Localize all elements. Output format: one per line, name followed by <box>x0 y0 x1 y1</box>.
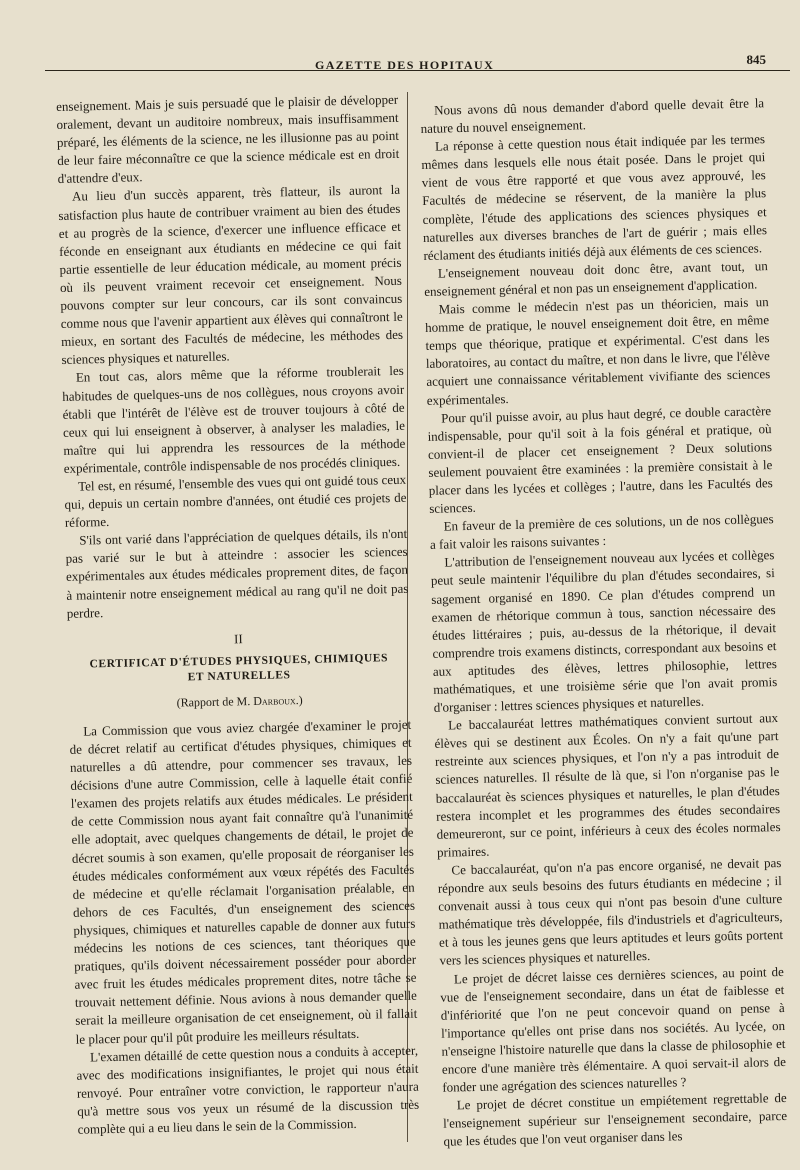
paragraph: Au lieu d'un succès apparent, très flatteur, ils auront la satisfaction plus haute de contribuer vraiment au bien des études et au progrès de la science, d'exercer une influence efficace et féconde en enseignant aux étudiants en médecine ce qui fait partie essentielle de leur éducation médicale, au moment précis où ils peuvent vraiment recevoir cet enseignement. Nous pouvons compter sur leur concours, car ils sont convaincus comme nous que l'avenir appartient aux élèves qui connaîtront le mieux, en sortant des Facultés de médecine, les méthodes des sciences physiques et naturelles. <box>58 182 404 368</box>
paragraph: L'enseignement nouveau doit donc être, avant tout, un enseignement général et non pas un enseignement d'application. <box>424 257 768 299</box>
paragraph: Pour qu'il puisse avoir, au plus haut degré, ce double caractère indispensable, pour qu'il soit à la fois général et pratique, où convient-il de placer cet enseignement ? Deux solutions seulement pouvaient être examinées : la première consistait à le placer dans les lycées et collèges ; l'autre, dans les Facultés des sciences. <box>427 402 773 516</box>
paragraph: Tel est, en résumé, l'ensemble des vues qui ont guidé tous ceux qui, depuis un certain nombre d'années, ont étudié ces projets de réforme. <box>64 471 407 531</box>
paragraph: Le projet de décret constitue un empiétement regrettable de l'enseignement supérieur sur l'enseignement secondaire, parce que les études que l'on veut organiser dans les <box>443 1090 788 1150</box>
paragraph: La Commission que vous aviez chargée d'examiner le projet de décret relatif au certificat d'études physiques, chimiques et naturelles a dû attendre, pour commencer ses travaux, les décisions d'une autre Commission, celle à laquelle était confié l'examen des projets relatifs aux études médicales. Le président de cette Commission nous ayant fait connaître qu'à l'unanimité elle adoptait, avec quelques changements de détail, le projet de décret soumis à son examen, qu'elle proposait de réorganiser les études médicales conformément aux vœux répétés des Facultés de médecine et qu'elle réclamait l'organisation préalable, en dehors de ces Facultés, d'un enseignement des sciences physiques, chimiques et naturelles capable de donner aux futurs médecins les notions de ces sciences, tant théoriques que pratiques, qu'ils doivent nécessairement posséder pour aborder avec fruit les études médicales proprement dites, notre tâche se trouvait nettement définie. Nous avions à nous demander quelle serait la meilleure organisation de cet enseignement, où il fallait le placer pour qu'il pût produire les meilleurs résultats. <box>69 716 418 1047</box>
paragraph: Ce baccalauréat, qu'on n'a pas encore organisé, ne devait pas répondre aux seuls besoins des futurs étudiants en médecine ; il convenait aussi à tous ceux qui n'ont pas besoin d'une culture mathématique très développée, fils d'industriels et d'agriculteurs, et à tous les jeunes gens que leurs aptitudes et leurs goûts portent vers les sciences physiques et naturelles. <box>437 854 784 969</box>
section-subheading <box>69 689 411 714</box>
section-number: II <box>233 630 243 647</box>
paragraph: En tout cas, alors même que la réforme troublerait les habitudes de quelques-uns de nos collègues, nous croyons avoir établi que l'intérêt de l'élève est de trouver toujours à côté de ceux qui lui enseignent à observer, à analyser les maladies, le maître qui lui apprendra les ressources de la méthode expérimentale, contrôle indispensable de nos procédés cliniques. <box>62 363 406 476</box>
rapporteur-name: Darboux <box>253 692 296 708</box>
paragraph: Mais comme le médecin n'est pas un théoricien, mais un homme de pratique, le nouvel enseignement doit être, en même temps que théorique, pratique et expérimental. C'est dans les laboratoires, au contact du maître, et non dans le livre, que l'élève acquiert une connaissance véritablement vivifiante des sciences expérimentales. <box>424 294 771 408</box>
right-column <box>420 94 788 1157</box>
section-heading-line2: ET NATURELLES <box>187 669 291 684</box>
left-column <box>56 91 420 1153</box>
paragraph: enseignement. Mais je suis persuadé que le plaisir de développer oralement, devant un auditoire nombreux, mais insuffisamment préparé, les éléments de la science, ne les illusionne pas au point de leur faire méconnaître ce que la science médicale est en droit d'attendre d'eux. <box>56 91 400 187</box>
paragraph: En faveur de la première de ces solutions, un de nos collègues a fait valoir les raisons suivantes : <box>429 511 774 553</box>
paragraph: L'attribution de l'enseignement nouveau aux lycées et collèges peut seule maintenir l'équilibre du plan d'études secondaires, si sagement organisé en 1890. Ce plan d'études comprend un examen de rhétorique commun à tous, sanction nécessaire des études littéraires ; puis, au-dessus de la rhétorique, il devait comprendre trois examens distincts, correspondant aux besoins et aux aptitudes des élèves, lettres philosophie, lettres mathématiques, et une troisième série que l'on avait promis d'organiser : lettres sciences physiques et naturelles. <box>430 547 778 715</box>
paragraph: L'examen détaillé de cette question nous a conduits à accepter, avec des modifications insignifiantes, le projet qui nous était renvoyé. Pour entraîner votre conviction, le rapporteur n'aura qu'à mettre sous vos yeux un résumé de la discussion très complète qui a eu lieu dans le sein de la Commission. <box>76 1042 420 1137</box>
running-title: GAZETTE DES HOPITAUX <box>315 58 495 72</box>
header-rule <box>45 70 790 71</box>
subheading-prefix: (Rapport de M. <box>176 693 251 710</box>
section-heading <box>68 651 411 688</box>
paragraph: Nous avons dû nous demander d'abord quelle devait être la nature du nouvel enseignement. <box>420 95 765 137</box>
paragraph: La réponse à cette question nous était indiquée par les termes mêmes dans lesquels elle nous était posée. Dans le projet qui vient de vous être rapporté et que vous avez approuvé, les Facultés de médecine se réservent, de la manière la plus complète, l'étude des applications des sciences physiques et naturelles aux diverses branches de l'art de guérir ; mais elles réclament des étudiants initiés déjà aux éléments de ces sciences. <box>421 131 768 263</box>
subheading-suffix: .) <box>295 692 303 707</box>
section-heading-line1: CERTIFICAT D'ÉTUDES PHYSIQUES, CHIMIQUES <box>89 651 389 671</box>
paragraph: S'ils ont varié dans l'appréciation de quelques détails, ils n'ont pas varié sur le but à atteindre : associer les sciences expérimentales aux études médicales proprement dites, de façon à maintenir notre enseignement médical au rang qu'il ne doit pas perdre. <box>65 525 409 621</box>
paragraph: Le projet de décret laisse ces dernières sciences, au point de vue de l'enseignement secondaire, dans un état de faiblesse et d'infériorité que l'on ne peut concevoir quand on pense à l'importance qu'elles ont prise dans nos sociétés. Au lycée, on n'enseigne l'histoire naturelle que dans la classe de philosophie et encore d'une manière très élémentaire. A quoi servait-il alors de fonder une agrégation des sciences naturelles ? <box>440 963 787 1095</box>
page-number: 845 <box>746 52 766 67</box>
paragraph: Le baccalauréat lettres mathématiques convient surtout aux élèves qui se destinent aux Écoles. On n'y a fait qu'une part restreinte aux sciences physiques, et l'on n'y a pas introduit de sciences naturelles. Il résulte de là que, si l'on n'organise pas le baccalauréat ès sciences physiques et naturelles, le plan d'études restera incomplet et les programmes des études secondaires demeureront, sur ce point, inférieurs à ceux des écoles normales primaires. <box>434 710 781 860</box>
